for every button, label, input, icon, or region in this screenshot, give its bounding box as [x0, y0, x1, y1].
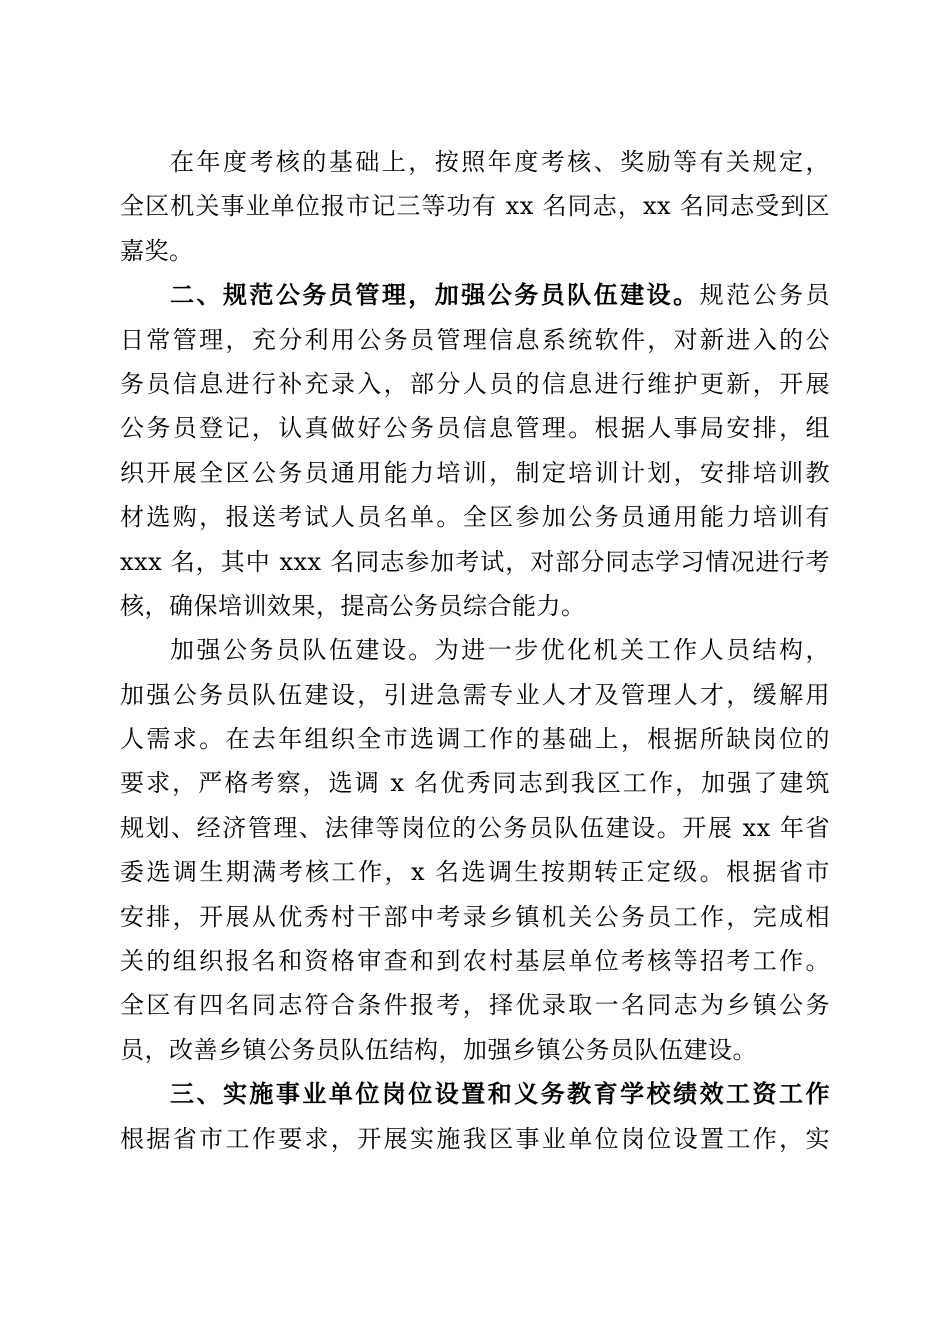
- paragraph-line: 规划、经济管理、法律等岗位的公务员队伍建设。开展 xx 年省: [120, 813, 830, 842]
- paragraph-line: 核，确保培训效果，提高公务员综合能力。: [120, 591, 586, 620]
- paragraph-line: 全区有四名同志符合条件报考，择优录取一名同志为乡镇公务: [120, 991, 830, 1020]
- paragraph-line: 加强公务员队伍建设，引进急需专业人才及管理人才，缓解用: [120, 680, 830, 709]
- paragraph-line: 要求，严格考察，选调 x 名优秀同志到我区工作，加强了建筑: [120, 769, 830, 798]
- paragraph-line: 日常管理，充分利用公务员管理信息系统软件，对新进入的公: [120, 325, 830, 354]
- paragraph-line: 务员信息进行补充录入，部分人员的信息进行维护更新，开展: [120, 369, 830, 398]
- paragraph-line: 安排，开展从优秀村干部中考录乡镇机关公务员工作，完成相: [120, 902, 830, 931]
- document-body: [120, 140, 830, 1161]
- paragraph-line: 嘉奖。: [120, 236, 194, 265]
- paragraph-line: 公务员登记，认真做好公务员信息管理。根据人事局安排，组: [120, 414, 830, 443]
- paragraph-line: 织开展全区公务员通用能力培训，制定培训计划，安排培训教: [120, 458, 830, 487]
- paragraph-line: 根据省市工作要求，开展实施我区事业单位岗位设置工作，实: [120, 1124, 830, 1153]
- section-heading-2: 二、规范公务员管理，加强公务员队伍建设。: [170, 280, 700, 310]
- paragraph-line: xxx 名，其中 xxx 名同志参加考试，对部分同志学习情况进行考: [120, 547, 830, 576]
- paragraph-line: 材选购，报送考试人员名单。全区参加公务员通用能力培训有: [120, 503, 830, 532]
- paragraph-line: 加强公务员队伍建设。为进一步优化机关工作人员结构，: [170, 636, 830, 665]
- paragraph-line: 员，改善乡镇公务员队伍结构，加强乡镇公务员队伍建设。: [120, 1035, 757, 1064]
- section-heading-3: 三、实施事业单位岗位设置和义务教育学校绩效工资工作: [170, 1079, 830, 1109]
- paragraph-line: 在年度考核的基础上，按照年度考核、奖励等有关规定，: [170, 148, 830, 176]
- paragraph-line: 人需求。在去年组织全市选调工作的基础上，根据所缺岗位的: [120, 725, 830, 754]
- paragraph-text: 规范公务员: [699, 281, 830, 310]
- paragraph-line: 全区机关事业单位报市记三等功有 xx 名同志，xx 名同志受到区: [120, 192, 830, 221]
- paragraph-line: 委选调生期满考核工作，x 名选调生按期转正定级。根据省市: [120, 858, 830, 887]
- section-heading-line: [120, 273, 830, 317]
- paragraph-line: 关的组织报名和资格审查和到农村基层单位考核等招考工作。: [120, 947, 830, 976]
